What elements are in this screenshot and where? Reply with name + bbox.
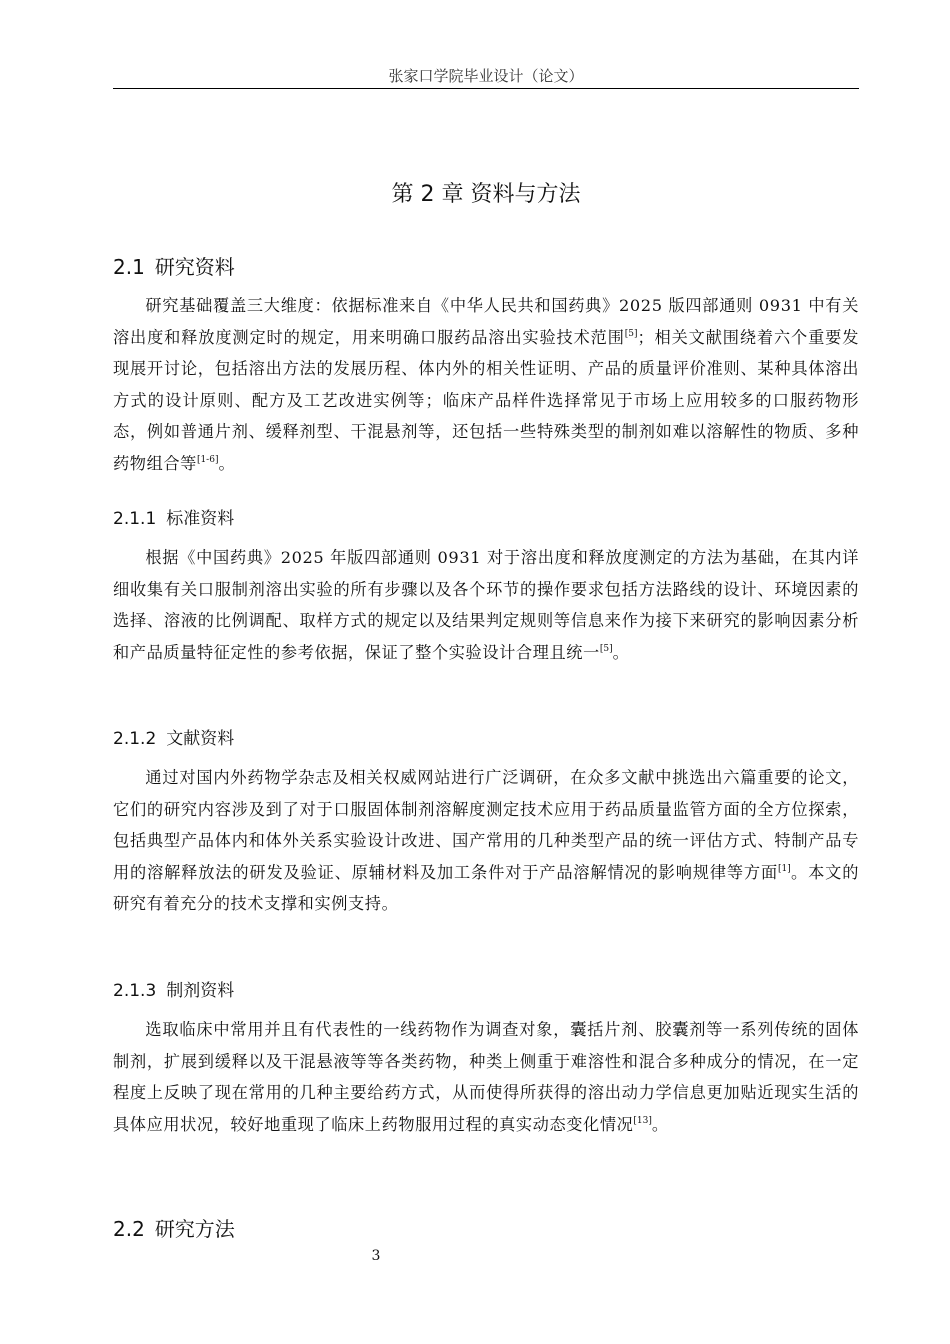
section-heading-2-1-2 [113,725,234,753]
paragraph-text: 根据《中国药典》2025 年版四部通则 0931 对于溶出度和释放度测定的方法为基础，在其内详细收集有关口服制剂溶出实验的所有步骤以及各个环节的操作要求包括方法路线的设计、环境因素的选择、溶液的比例调配、取样方式的规定以及结果判定规则等信息来作为接下来研究的影响因素分析和产品质量特征定性的参考依据，保证了整个实验设计合理且统一 [113,548,859,662]
paragraph-preparation-materials [113,1014,859,1140]
section-number: 2.1 [113,255,145,279]
paragraph-text: ；相关文献围绕着六个重要发现展开讨论，包括溶出方法的发展历程、体内外的相关性证明、产品的质量评价准则、某种具体溶出方式的设计原则、配方及工艺改进实例等；临床产品样件选择常见于市场上应用较多的口服药物形态，例如普通片剂、缓释剂型、干混悬剂等，还包括一些特殊类型的制剂如难以溶解性的物质、多种药物组合等 [113,327,859,473]
citation: [1] [778,863,791,874]
section-heading-2-1-1 [113,505,234,533]
paragraph-text: 选取临床中常用并且有代表性的一线药物作为调查对象，囊括片剂、胶囊剂等一系列传统的固体制剂，扩展到缓释以及干混悬液等等各类药物，种类上侧重于难溶性和混合多种成分的情况，在一定程度上反映了现在常用的几种主要给药方式，从而使得所获得的溶出动力学信息更加贴近现实生活的具体应用状况，较好地重现了临床上药物服用过程的真实动态变化情况 [113,1020,859,1134]
section-number: 2.1.1 [113,509,157,529]
section-title: 标准资料 [166,509,235,529]
page-number: 3 [371,1248,381,1264]
paragraph-text: 。 [218,453,236,473]
paragraph-text: 。 [651,1114,669,1134]
section-title: 研究资料 [154,255,235,279]
citation: [5] [624,328,638,339]
page-header: 张家口学院毕业设计（论文） [388,67,584,85]
paragraph-standard-materials [113,542,859,668]
paragraph-text: 研究基础覆盖三大维度：依据标准来自《中华人民共和国药典》2025 版四部通则 0931 中有关溶出度和释放度测定时的规定，用来明确口服药品溶出实验技术范围 [113,296,859,347]
section-heading-2-1 [113,252,235,282]
chapter-title: 第 2 章 资料与方法 [391,182,581,207]
citation: [5] [599,643,613,654]
section-number: 2.2 [113,1217,145,1241]
paragraph-text: 。 [612,642,630,662]
section-heading-2-2 [113,1214,235,1244]
paragraph-text: 。本文的研究有着充分的技术支撑和实例支持。 [113,862,859,913]
paragraph-literature-materials [113,762,859,920]
section-number: 2.1.2 [113,729,157,749]
citation: [13] [633,1115,652,1126]
header-rule [113,88,859,89]
section-title: 文献资料 [166,729,235,749]
paragraph-text: 通过对国内外药物学杂志及相关权威网站进行广泛调研，在众多文献中挑选出六篇重要的论文，它们的研究内容涉及到了对于口服固体制剂溶解度测定技术应用于药品质量监管方面的全方位探索，包括典型产品体内和体外关系实验设计改进、国产常用的几种类型产品的统一评估方式、特制产品专用的溶解释放法的研发及验证、原辅材料及加工条件对于产品溶解情况的影响规律等方面 [113,768,859,882]
section-number: 2.1.3 [113,981,157,1001]
section-heading-2-1-3 [113,977,234,1005]
section-title: 研究方法 [154,1217,235,1241]
section-title: 制剂资料 [166,981,235,1001]
citation: [1-6] [196,454,219,465]
paragraph-research-materials [113,290,859,479]
